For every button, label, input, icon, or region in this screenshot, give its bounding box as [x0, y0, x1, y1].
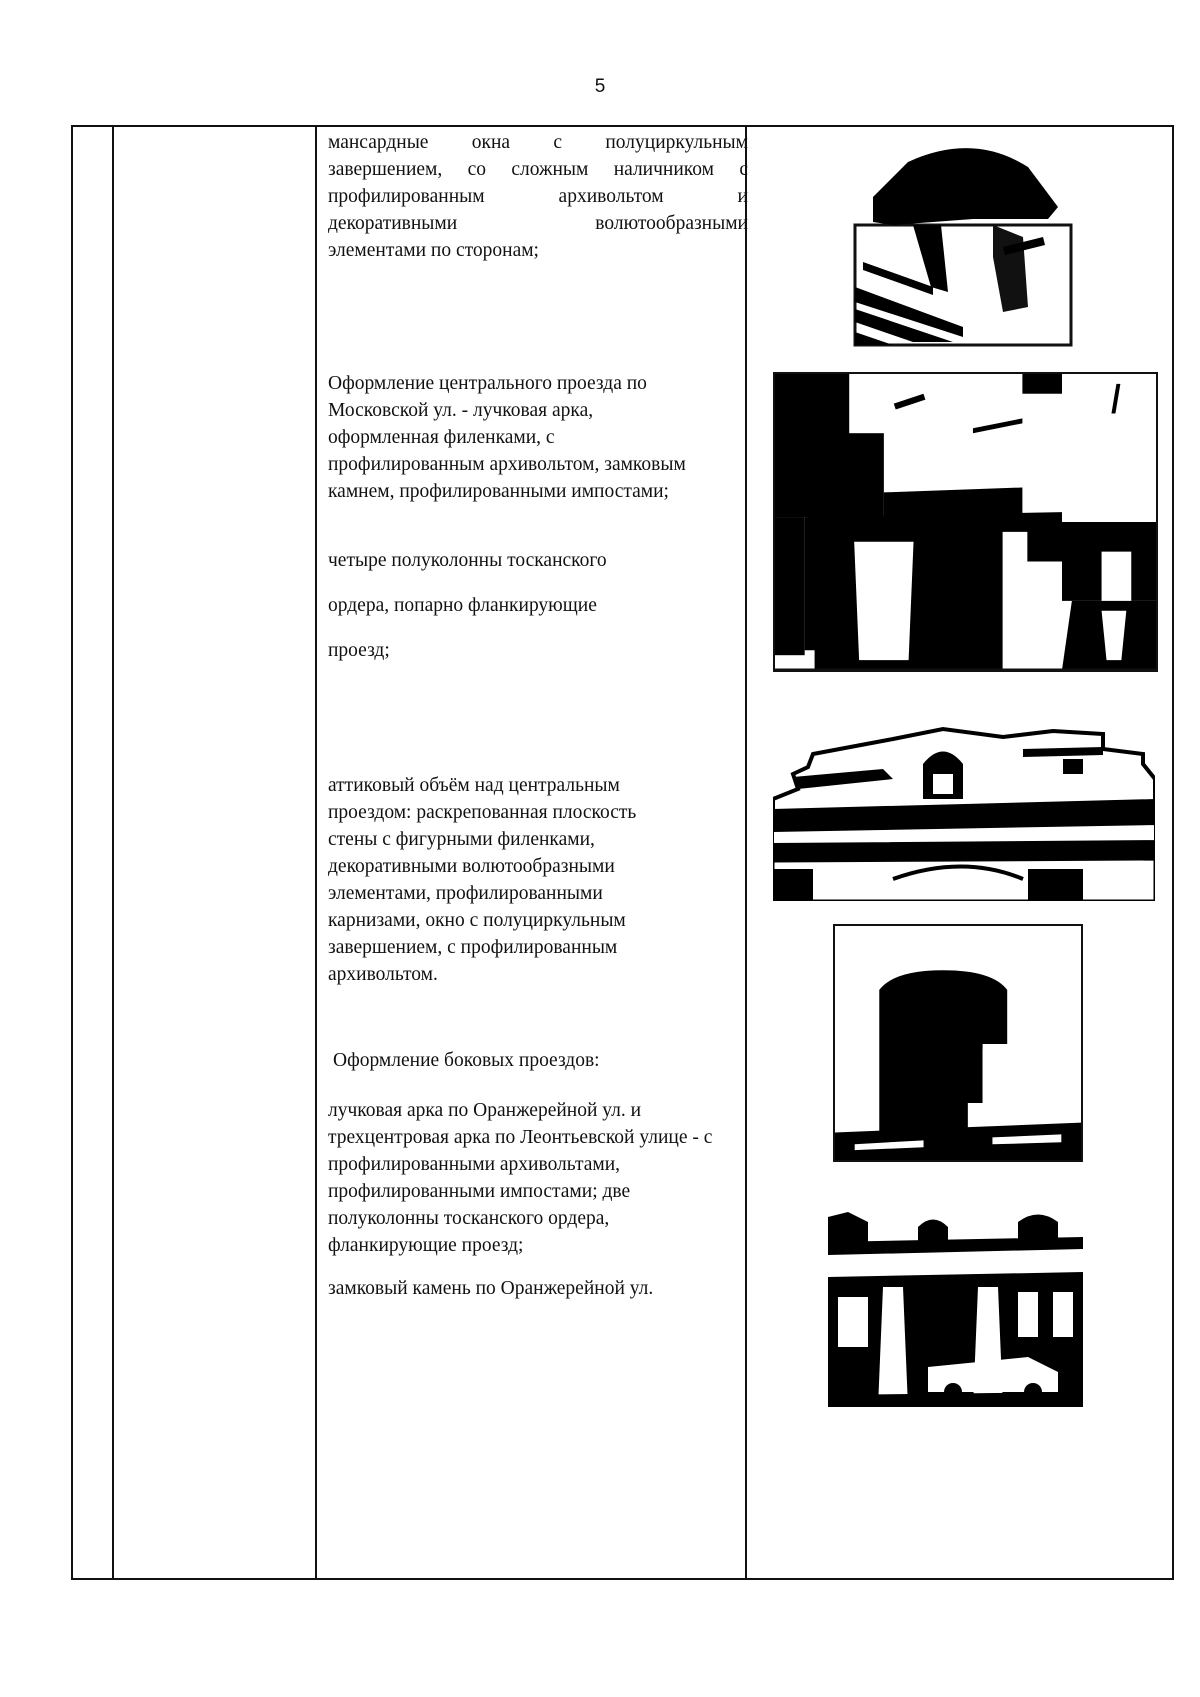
- text-central-passage: [328, 370, 708, 505]
- text-paragraph: замковый камень по Оранжерейной ул.: [328, 1278, 654, 1299]
- text-paragraph: Оформление центрального проезда по Московской ул. - лучковая арка, оформленная филенками, с профилированным архивольтом, замковым камнем, профилированными импостами;: [328, 373, 686, 502]
- photo-side-arch: [833, 924, 1083, 1162]
- photo-facade: [828, 1207, 1083, 1407]
- text-paragraph: ордера, попарно фланкирующие: [328, 595, 597, 616]
- text-mansard-windows: [328, 129, 748, 264]
- table-divider-2: [315, 127, 317, 1578]
- text-columns-2: [328, 592, 748, 619]
- text-side-passages-title: [333, 1047, 753, 1074]
- text-paragraph: лучковая арка по Оранжерейной ул. и трехцентровая арка по Леонтьевской улице - с профилированными архивольтами, профилированными импостами; две полуколонны тосканского ордера, фланкирующие проезд;: [328, 1100, 713, 1256]
- text-columns-3: [328, 637, 748, 664]
- photo-central-arch: [773, 372, 1158, 672]
- page-number: 5: [594, 76, 606, 97]
- description-table: [71, 125, 1174, 1580]
- photo-mansard-window: [853, 137, 1073, 347]
- text-line: элементами по сторонам;: [328, 240, 539, 261]
- text-paragraph: аттиковый объём над центральным проездом: раскрепованная плоскость стены с фигурными филенками, декоративными волютообразными элементами, профилированными карнизами, окно с полуциркульным завершением, с профилированным архивольтом.: [328, 775, 637, 985]
- text-attic: [328, 772, 688, 988]
- text-paragraph: Оформление боковых проездов:: [333, 1050, 600, 1071]
- text-paragraph: четыре полуколонны тосканского: [328, 550, 607, 571]
- table-divider-3: [745, 127, 747, 1578]
- text-keystone: [328, 1275, 748, 1302]
- text-line: декоративными волютообразными: [328, 213, 748, 234]
- text-columns-1: [328, 547, 748, 574]
- text-side-passages: [328, 1097, 738, 1259]
- text-line: завершением, со сложным наличником с: [328, 159, 748, 180]
- photo-attic: [773, 719, 1155, 901]
- text-line: профилированным архивольтом и: [328, 186, 748, 207]
- table-divider-1: [112, 127, 114, 1578]
- text-paragraph: проезд;: [328, 640, 390, 661]
- text-line: мансардные окна с полуциркульным: [328, 132, 748, 153]
